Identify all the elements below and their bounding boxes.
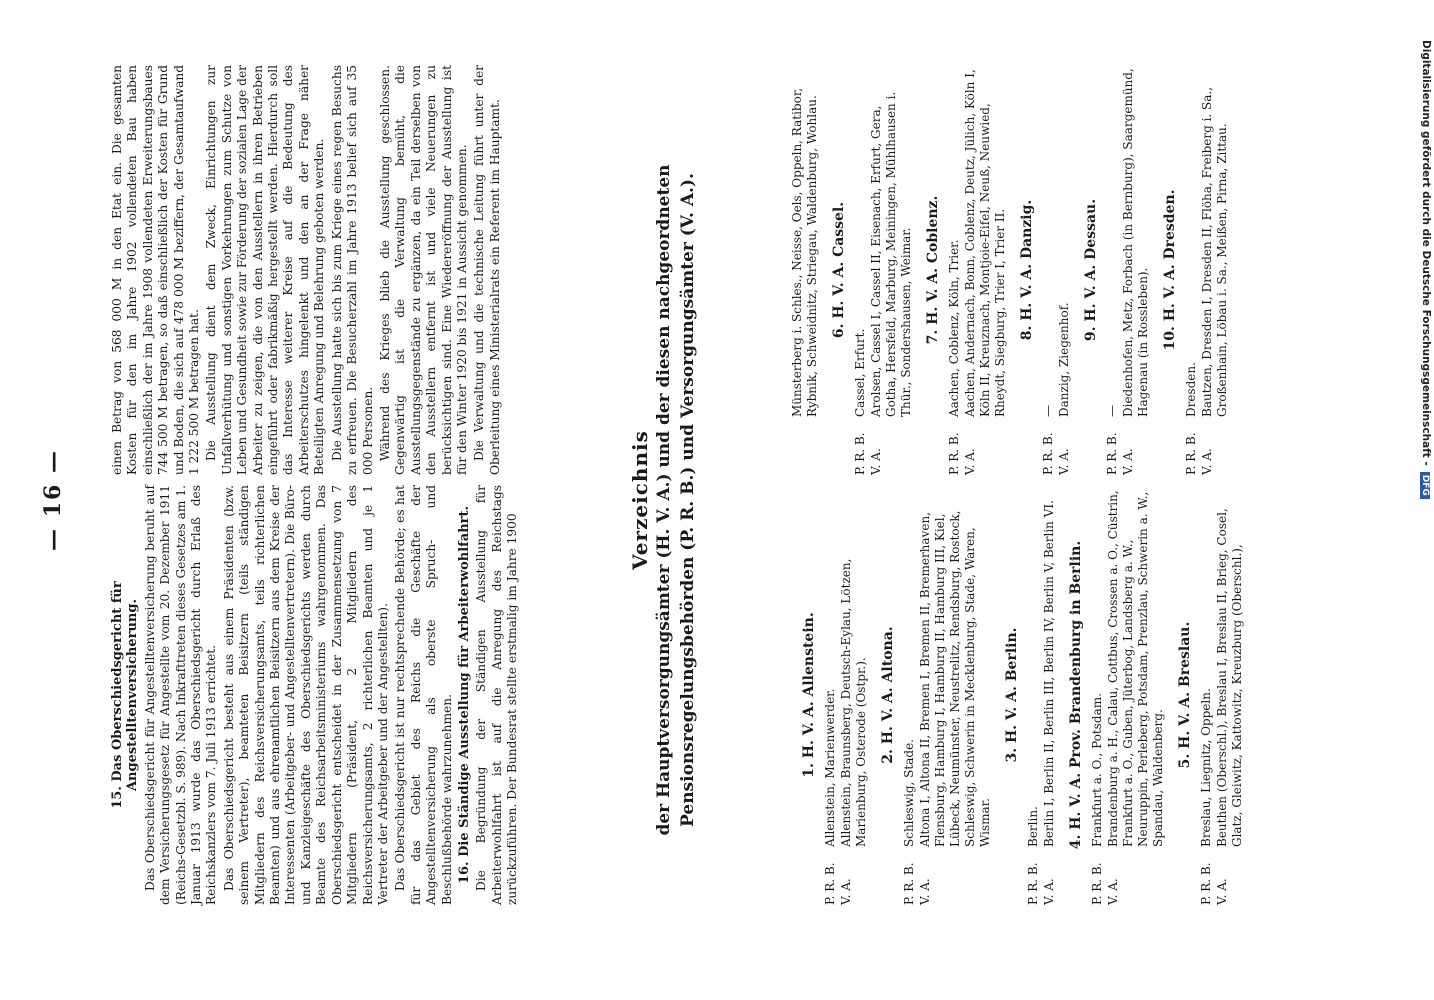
left-text-column [110, 485, 520, 905]
index-row-prb [1090, 485, 1105, 905]
paragraph: Das Oberschiedsgericht für Angestelltenversicherung beruht auf dem Versicherungsgesetz für Angestellte vom 20. Dezember 1911 (Reichs-Gesetzbl. S. 989). Nach Inkrafttreten dieses Gesetzes am 1. Januar 1913 wurde das Oberschiedsgericht durch Erlaß des Reichskanzlers vom 7. Juli 1913 errichtet. [142, 485, 219, 905]
index-row-va [1106, 485, 1166, 905]
prb-label: P. R. B. [1184, 432, 1198, 475]
index-row-prb [902, 485, 917, 905]
prb-label: P. R. B. [947, 432, 961, 475]
index-row-va [1121, 65, 1151, 475]
paragraph: einen Betrag von 568 000 M in den Etat ein. Die gesamten Kosten für den im Jahre 1902 vollendeten Bau haben einschließlich der im Jahre 1908 vollendeten Erweiterungsbaues 744 500 M betragen, so daß einschließlich der Kosten für Grund und Boden, die sich auf 478 000 M beziffern, der Gesamtaufwand 1 222 500 M betragen hat. [110, 65, 202, 475]
paragraph: Die Ausstellung hatte sich bis zum Kriege eines regen Besuchs zu erfreuen. Die Besucherzahl im Jahre 1913 belief sich auf 35 000 Personen. [329, 65, 375, 475]
index-row-va [1215, 485, 1245, 905]
va-label: V. A. [839, 878, 853, 905]
prb-entries: Aachen, Coblenz, Köln, Trier. [947, 239, 961, 417]
page-number: — 16 — [40, 449, 66, 551]
va-label: V. A. [1106, 878, 1120, 905]
right-text-column [110, 65, 502, 475]
prb-entries: Frankfurt a. O., Potsdam. [1090, 693, 1104, 847]
prb-label: P. R. B. [1041, 432, 1055, 475]
paragraph: Die Verwaltung und die technische Leitung führt unter der Oberleitung eines Ministerialrats ein Referent im Hauptamt. [472, 65, 502, 475]
prb-entries: — [1041, 405, 1055, 417]
va-label [790, 417, 820, 475]
va-entries: Aachen, Andernach, Bonn, Coblenz, Deutz, Jülich, Köln I, Köln II, Kreuznach, Montjoie-Eifel, Neuß, Neuwied, Rheydt, Siegburg, Trier I, Trier II. [963, 69, 1007, 417]
prb-label: P. R. B. [853, 432, 867, 475]
va-label: V. A. [918, 878, 932, 905]
index-subtitle: der Hauptversorgungsämter (H. V. A.) und der diesen nachgeordneten [654, 164, 674, 836]
prb-entries: Allenstein, Marienwerder. [823, 688, 837, 847]
index-row-prb [1026, 485, 1041, 905]
index-list-right [790, 65, 1231, 475]
prb-entries: Breslau, Liegnitz, Oppeln. [1199, 688, 1213, 847]
va-entries: Bautzen, Dresden I, Dresden II, Flöha, Freiberg i. Sa., Großenhain, Löbau i. Sa., Meißen, Pirna, Zittau. [1200, 86, 1229, 417]
va-label: V. A. [963, 448, 977, 475]
digitization-text: Digitalisierung gefördert durch die Deutsche Forschungsgemeinschaft - [1420, 40, 1432, 466]
va-label: V. A. [1200, 448, 1214, 475]
prb-entries: — [1105, 405, 1119, 417]
index-list-left [790, 485, 1246, 905]
index-heading [628, 0, 700, 1000]
paragraph: Die Begründung der Ständigen Ausstellung für Arbeiterwohlfahrt ist auf die Anregung des Reichstags zurückzuführen. Der Bundesrat stellte erstmalig im Jahre 1900 [474, 485, 520, 905]
prb-label: P. R. B. [1199, 862, 1213, 905]
index-section-title: 3. H. V. A. Berlin. [1004, 627, 1020, 763]
paragraph: Während des Krieges blieb die Ausstellung geschlossen. Gegenwärtig ist die Verwaltung bemüht, die Ausstellungsgegenstände zu ergänzen, da ein Teil derselben von den Ausstellern entfernt ist und viele Neuerungen zu berücksichtigen sind. Eine Wiedereröffnung der Ausstellung ist für den Winter 1920 bis 1921 in Aussicht genommen. [377, 65, 469, 475]
prb-entries: Cassel, Erfurt. [853, 328, 867, 417]
va-entries: Berlin I, Berlin II, Berlin III, Berlin IV, Berlin V, Berlin VI. [1042, 500, 1056, 847]
va-entries: Arolsen, Cassel I, Cassel II, Eisenach, Erfurt, Gera, Gotha, Hersfeld, Marburg, Meiningen, Mühlhausen i. Thür., Sondershausen, Weimar. [869, 91, 913, 417]
index-title: Verzeichnis [628, 430, 652, 570]
va-entries: Münsterberg i. Schles., Neisse, Oels, Oppeln, Ratibor, Rybnik, Schweidnitz, Striegau, Waldenburg, Wohlau. [790, 87, 819, 417]
dfg-logo: DFG [1420, 472, 1430, 499]
section-16-heading: 16. Die Ständige Ausstellung für Arbeiterwohlfahrt. [456, 505, 472, 885]
prb-label: P. R. B. [1105, 432, 1119, 475]
va-entries: Beuthen (Oberschl.), Breslau I, Breslau II, Brieg, Cosel, Glatz, Gleiwitz, Kattowitz, Kreuzburg (Oberschl.), [1215, 508, 1244, 847]
index-row-prb [1041, 65, 1056, 475]
index-row-prb [1184, 65, 1199, 475]
index-row-prb [823, 485, 838, 905]
index-row-va [918, 485, 993, 905]
va-entries: Allenstein, Braunsberg, Deutsch-Eylau, Lötzen, Marienburg, Osterode (Ostpr.). [839, 558, 868, 847]
index-section-title: 10. H. V. A. Dresden. [1162, 189, 1178, 351]
va-entries: Diedenhofen, Metz, Forbach (in Bernburg), Saargemünd, Hagenau (in Rossleben). [1121, 68, 1150, 417]
paragraph: Das Oberschiedsgericht besteht aus einem Präsidenten (bzw. seinem Vertreter), beamteten Beisitzern (teils ständigen Mitgliedern des Reichsversicherungsamts, teils richterlichen Beamten) und aus ehrenamtlichen Beisitzern aus dem Kreise der Interessenten (Arbeitgeber- und Angestelltenvertretern). Die Büro- und Kanzleigeschäfte des Oberschiedsgerichts werden durch Beamte des Reichsarbeitsministeriums wahrgenommen. Das Oberschiedsgericht entscheidet in der Zusammensetzung von 7 Mitgliedern (Präsident, 2 Mitgliedern des Reichsversicherungsamts, 2 richterlichen Beamten und je 1 Vertreter der Arbeitgeber und der Angestellten). [221, 485, 390, 905]
index-row-va [790, 65, 820, 475]
va-label: V. A. [1057, 448, 1071, 475]
index-row-prb [947, 65, 962, 475]
va-label: V. A. [1215, 878, 1229, 905]
va-label: V. A. [869, 448, 883, 475]
index-row-va [963, 65, 1008, 475]
index-row-va [1042, 485, 1057, 905]
index-section-title: 2. H. V. A. Altona. [880, 626, 896, 764]
prb-entries: Dresden. [1184, 362, 1198, 417]
va-label: V. A. [1042, 878, 1056, 905]
index-row-prb [1199, 485, 1214, 905]
index-section-title: 5. H. V. A. Breslau. [1177, 621, 1193, 769]
va-entries: Danzig, Ziegenhof. [1057, 302, 1071, 417]
prb-entries: Schleswig, Stade. [902, 739, 916, 847]
page-header [0, 0, 110, 1000]
index-row-va [839, 485, 869, 905]
index-row-va [1200, 65, 1230, 475]
index-subtitle: Pensionsregelungsbehörden (P. R. B.) und Versorgungsämter (V. A.). [678, 173, 698, 827]
index-row-va [1057, 65, 1072, 475]
prb-label: P. R. B. [902, 862, 916, 905]
prb-label: P. R. B. [1090, 862, 1104, 905]
index-section-title: 9. H. V. A. Dessau. [1083, 198, 1099, 342]
paragraph: Die Ausstellung dient dem Zweck, Einrichtungen zur Unfallverhütung und sonstigen Vorkehrungen zum Schutze von Leben und Gesundheit sowie zur Förderung der sozialen Lage der Arbeiter zu zeigen, die von den Ausstellern in ihren Betrieben eingeführt oder fabrikmäßig hergestellt werden. Hierdurch soll das Interesse weiterer Kreise auf die Bedeutung des Arbeiterschutzes hingelenkt und den an der Frage näher Beteiligten Anregung und Belehrung geboten werden. [204, 65, 327, 475]
va-label: V. A. [1121, 448, 1135, 475]
va-entries: Altona I, Altona II, Bremen I, Bremen II, Bremerhaven, Flensburg, Hamburg I, Hamburg II, Hamburg III, Kiel, Lübeck, Neumünster, Neustrelitz, Rendsburg, Rostock, Schleswig, Schwerin in Mecklenburg, Stade, Waren, Wismar. [918, 510, 992, 847]
digitization-note [1412, 40, 1432, 970]
prb-entries: Berlin. [1026, 806, 1040, 847]
prb-label: P. R. B. [823, 862, 837, 905]
paragraph: Das Oberschiedsgericht ist nur rechtsprechende Behörde; es hat für das Gebiet des Reichs die Geschäfte der Angestelltenversicherung als oberste Spruch- und Beschlußbehörde wahrzunehmen. [393, 485, 454, 905]
index-section-title: 6. H. V. A. Cassel. [831, 201, 847, 339]
index-section-title: 4. H. V. A. Prov. Brandenburg in Berlin. [1068, 540, 1084, 850]
index-row-prb [1105, 65, 1120, 475]
prb-label: P. R. B. [1026, 862, 1040, 905]
index-section-title: 8. H. V. A. Danzig. [1019, 199, 1035, 341]
index-row-prb [853, 65, 868, 475]
section-15-heading: 15. Das Oberschiedsgericht für Angestelltenversicherung. [110, 581, 141, 809]
index-row-va [869, 65, 914, 475]
index-section-title: 1. H. V. A. Allenstein. [801, 612, 817, 778]
va-entries: Brandenburg a. H., Calau, Cottbus, Crossen a. O., Cüstrin, Frankfurt a. O., Guben, Jüterbog, Landsberg a. W., Neuruppin, Perleberg, Potsdam, Prenzlau, Schwerin a. W., Spandau, Waldenberg. [1106, 490, 1165, 847]
index-section-title: 7. H. V. A. Coblenz. [925, 195, 941, 345]
